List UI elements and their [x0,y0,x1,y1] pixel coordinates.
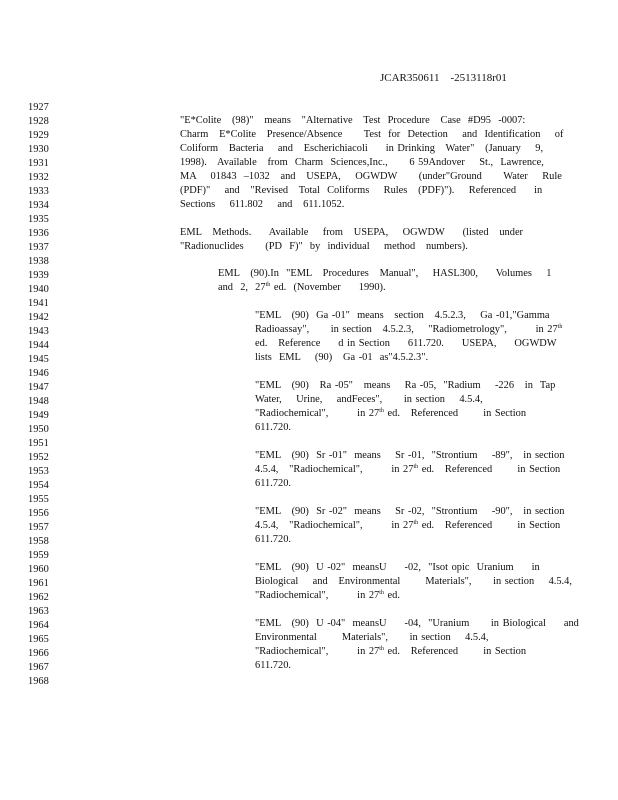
ra05-line: "Radiochemical", in 27th ed. Referenced in Section [255,408,527,419]
u02-line: "Radiochemical", in 27th ed. [255,590,400,601]
line-number: 1929 [28,130,49,141]
sr02-line: 611.720. [255,534,291,545]
line-number: 1931 [28,158,49,169]
line-number: 1943 [28,326,49,337]
line-number: 1949 [28,410,49,421]
line-number: 1963 [28,606,49,617]
line-number: 1961 [28,578,49,589]
line-number: 1960 [28,564,49,575]
ga01-line: "EML (90) Ga -01" means section 4.5.2.3, Ga -01,"Gamma [255,310,550,321]
line-number: 1955 [28,494,49,505]
line-number: 1964 [28,620,49,631]
line-number: 1937 [28,242,49,253]
u04-line: "EML (90) U -04" meansU -04, "Uranium in Biological and [255,618,579,629]
line-number: 1959 [28,550,49,561]
line-number: 1946 [28,368,49,379]
line-number: 1962 [28,592,49,603]
line-number: 1965 [28,634,49,645]
u04-line: "Radiochemical", in 27th ed. Referenced in Section [255,646,527,657]
line-number: 1944 [28,340,49,351]
u02-line: Biological and Environmental Materials", in section 4.5.4, [255,576,572,587]
line-number: 1934 [28,200,49,211]
ecolite-line: 1998). Available from Charm Sciences,Inc., 6 59Andover St., Lawrence, [180,157,544,168]
line-number: 1941 [28,298,49,309]
line-number: 1940 [28,284,49,295]
line-number: 1927 [28,102,49,113]
sr02-line: 4.5.4, "Radiochemical", in 27th ed. Referenced in Section [255,520,561,531]
line-number: 1933 [28,186,49,197]
u02-line: "EML (90) U -02" meansU -02, "Isot opic Uranium in [255,562,540,573]
u04-line: Environmental Materials", in section 4.5.4, [255,632,489,643]
sr02-line: "EML (90) Sr -02" means Sr -02, "Strontium -90", in section [255,506,565,517]
line-number: 1957 [28,522,49,533]
line-number: 1956 [28,508,49,519]
line-number: 1942 [28,312,49,323]
ra05-line: "EML (90) Ra -05" means Ra -05, "Radium -226 in Tap [255,380,556,391]
line-number: 1953 [28,466,49,477]
line-number: 1935 [28,214,49,225]
line-number: 1951 [28,438,49,449]
eml90-line: and 2, 27th ed. (November 1990). [218,282,386,293]
sr01-line: "EML (90) Sr -01" means Sr -01, "Strontium -89", in section [255,450,565,461]
ecolite-line: Charm E*Colite Presence/Absence Test for Detection and Identification of [180,129,564,140]
document-id-header: JCAR350611 -2513118r01 [380,72,507,84]
line-number: 1966 [28,648,49,659]
ecolite-line: "E*Colite (98)" means "Alternative Test Procedure Case #D95 -0007: [180,115,526,126]
line-number: 1945 [28,354,49,365]
sr01-line: 4.5.4, "Radiochemical", in 27th ed. Referenced in Section [255,464,561,475]
ecolite-line: Coliform Bacteria and Escherichiacoli in Drinking Water" (January 9, [180,143,544,154]
ecolite-line: Sections 611.802 and 611.1052. [180,199,345,210]
u04-line: 611.720. [255,660,291,671]
ga01-line: lists EML (90) Ga -01 as"4.5.2.3". [255,352,429,363]
line-number: 1968 [28,676,49,687]
ecolite-line: (PDF)" and "Revised Total Coliforms Rules (PDF)"). Referenced in [180,185,543,196]
line-number: 1950 [28,424,49,435]
line-number: 1952 [28,452,49,463]
line-number: 1932 [28,172,49,183]
eml-methods-line: "Radionuclides (PD F)" by individual method numbers). [180,241,468,252]
line-number: 1958 [28,536,49,547]
line-number: 1939 [28,270,49,281]
line-number: 1936 [28,228,49,239]
ga01-line: Radioassay", in section 4.5.2.3, "Radiometrology", in 27th [255,324,563,335]
line-number: 1948 [28,396,49,407]
ecolite-line: MA 01843 –1032 and USEPA, OGWDW (under"Ground Water Rule [180,171,562,182]
sr01-line: 611.720. [255,478,291,489]
line-number: 1947 [28,382,49,393]
line-number: 1930 [28,144,49,155]
ga01-line: ed. Reference d in Section 611.720. USEPA, OGWDW [255,338,557,349]
line-number: 1967 [28,662,49,673]
ra05-line: 611.720. [255,422,291,433]
ra05-line: Water, Urine, andFeces", in section 4.5.4, [255,394,483,405]
eml90-line: EML (90).In "EML Procedures Manual", HASL300, Volumes 1 [218,268,552,279]
eml-methods-line: EML Methods. Available from USEPA, OGWDW (listed under [180,227,524,238]
line-number: 1954 [28,480,49,491]
line-number: 1938 [28,256,49,267]
line-number: 1928 [28,116,49,127]
